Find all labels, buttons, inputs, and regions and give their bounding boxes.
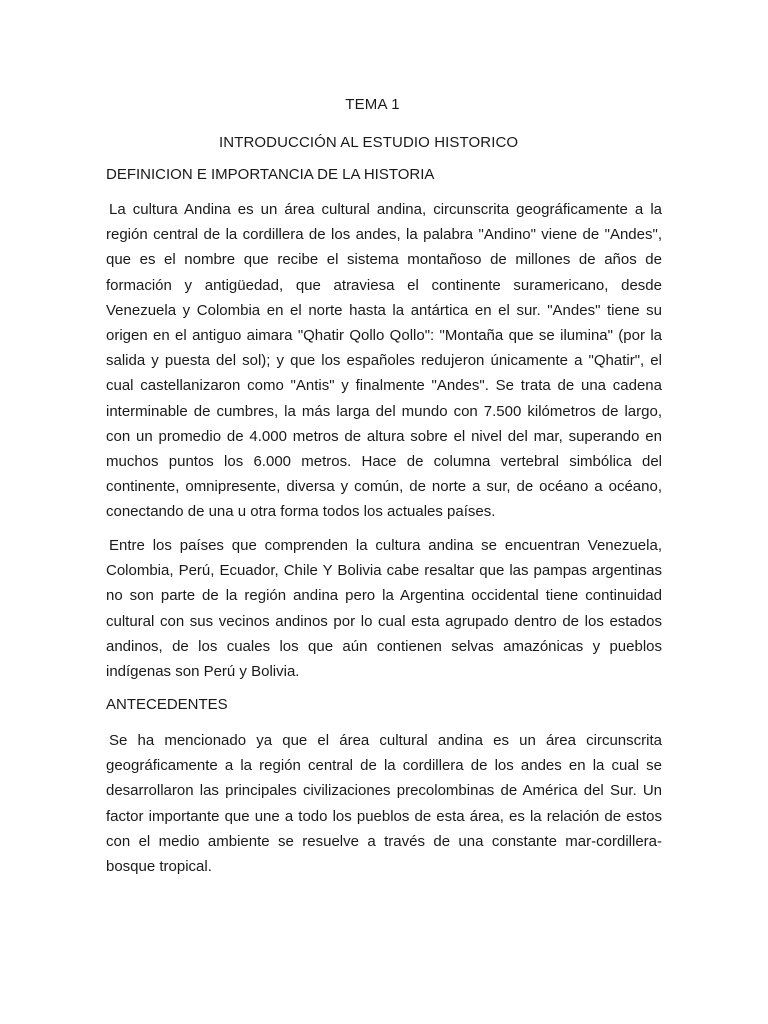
- paragraph-antecedentes: Se ha mencionado ya que el área cultural andina es un área circunscrita geográficamente a la región central de la cordillera de los andes en la cual se desarrollaron las principales civilizaciones precolombinas de América del Sur. Un factor importante que une a todo los pueblos de esta área, es la relación de estos con el medio ambiente se resuelve a través de una constante mar-cordillera-bosque tropical.: [106, 732, 662, 876]
- paragraph-paises-andinos: Entre los países que comprenden la cultura andina se encuentran Venezuela, Colombia, Perú, Ecuador, Chile Y Bolivia cabe resaltar que las pampas argentinas no son parte de la región andina pero la Argentina occidental tiene continuidad cultural con sus vecinos andinos por lo cual esta agrupado dentro de los estados andinos, de los cuales los que aún contienen selvas amazónicas y pueblos indígenas son Perú y Bolivia.: [106, 537, 662, 681]
- section-heading-definicion: DEFINICION E IMPORTANCIA DE LA HISTORIA: [106, 166, 435, 183]
- document-subtitle: INTRODUCCIÓN AL ESTUDIO HISTORICO: [219, 134, 519, 151]
- section-heading-antecedentes: ANTECEDENTES: [106, 696, 228, 713]
- document-title: TEMA 1: [345, 96, 400, 113]
- paragraph-cultura-andina: La cultura Andina es un área cultural andina, circunscrita geográficamente a la región central de la cordillera de los andes, la palabra "Andino" viene de "Andes", que es el nombre que recibe el sistema montañoso de millones de años de formación y antigüedad, que atraviesa el continente suramericano, desde Venezuela y Colombia en el norte hasta la antártica en el sur. "Andes" tiene su origen en el antiguo aimara "Qhatir Qollo Qollo": "Montaña que se ilumina" (por la salida y puesta del sol); y que los españoles redujeron únicamente a "Qhatir", el cual castellanizaron como "Antis" y finalmente "Andes". Se trata de una cadena interminable de cumbres, la más larga del mundo con 7.500 kilómetros de largo, con un promedio de 4.000 metros de altura sobre el nivel del mar, superando en muchos puntos los 6.000 metros. Hace de columna vertebral simbólica del continente, omnipresente, diversa y común, de norte a sur, de océano a océano, conectando de una u otra forma todos los actuales países.: [106, 201, 662, 521]
